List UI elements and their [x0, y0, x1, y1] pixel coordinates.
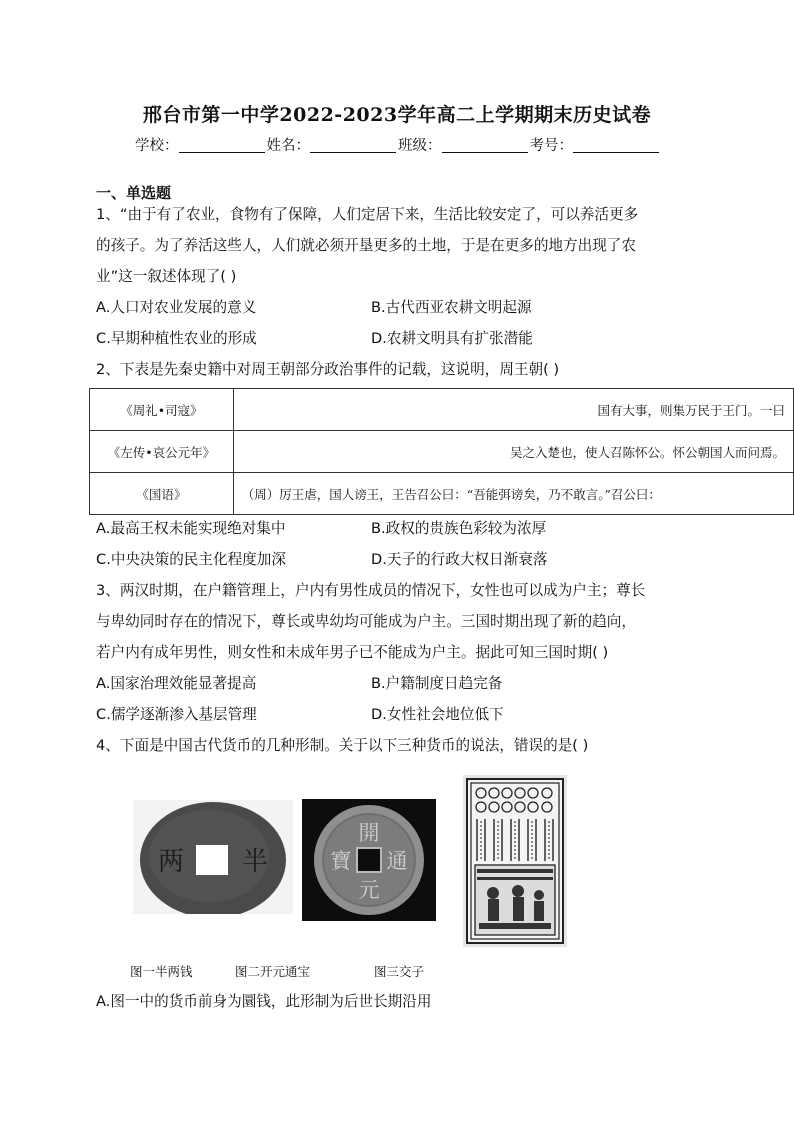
records-table [89, 388, 794, 515]
caption-banliang: 图一半两钱 [130, 964, 193, 979]
banliang-coin-image [133, 800, 293, 920]
option-d[interactable]: D.天子的行政大权日渐衰落 [371, 551, 548, 568]
exam-no-blank[interactable] [573, 138, 659, 153]
question-1-line: 的孩子。为了养活这些人，人们就必须开垦更多的土地，于是在更多的地方出现了农 [96, 237, 636, 254]
exam-no-label: 考号： [529, 138, 573, 154]
question-3-line: 若户内有成年男性，则女性和未成年男子已不能成为户主。据此可知三国时期( ) [96, 644, 609, 661]
coin-char: 寶 [330, 849, 352, 873]
option-a[interactable]: A.人口对农业发展的意义 [96, 299, 257, 316]
name-label: 姓名： [266, 138, 310, 154]
question-1-line: 业”这一叙述体现了( ) [96, 268, 237, 285]
question-1-stem [96, 199, 706, 292]
coin-char: 两 [157, 847, 185, 877]
question-3-line: 3、两汉时期，在户籍管理上，户内有男性成员的情况下，女性也可以成为户主；尊长 [96, 582, 646, 599]
option-c[interactable]: C.中央决策的民主化程度加深 [96, 551, 286, 568]
caption-kaiyuan: 图二开元通宝 [235, 964, 311, 979]
question-4-option-a[interactable]: A.图一中的货币前身为圜钱，此形制为后世长期沿用 [96, 993, 432, 1010]
page-title: 邢台市第一中学2022-2023学年高二上学期期末历史试卷 [142, 104, 652, 126]
section-title: 一、单选题 [96, 184, 172, 202]
caption-jiaozi: 图三交子 [374, 964, 425, 979]
question-3-line: 与卑幼同时存在的情况下，尊长或卑幼均可能成为户主。三国时期出现了新的趋向， [96, 613, 636, 630]
school-blank[interactable] [179, 138, 265, 153]
coin-char: 元 [358, 878, 380, 902]
option-c[interactable]: C.早期种植性农业的形成 [96, 330, 257, 347]
coin-char: 開 [358, 821, 380, 845]
option-b[interactable]: B.政权的贵族色彩较为浓厚 [371, 520, 547, 537]
jiaozi-banknote-image [463, 775, 567, 947]
table-cell-text: 国有大事，则集万民于王门。一曰 [233, 389, 793, 431]
student-info-line [0, 134, 794, 155]
table-row [90, 431, 794, 473]
option-a[interactable]: A.最高王权未能实现绝对集中 [96, 520, 286, 537]
kaiyuan-coin-image [302, 799, 436, 921]
question-3-stem [96, 575, 706, 668]
class-blank[interactable] [442, 138, 528, 153]
option-b[interactable]: B.古代西亚农耕文明起源 [371, 299, 532, 316]
class-label: 班级： [398, 138, 442, 154]
table-row [90, 473, 794, 515]
coin-char: 半 [241, 847, 269, 877]
table-cell-source: 《周礼•司寇》 [90, 389, 234, 431]
table-cell-text: 吴之入楚也，使人召陈怀公。怀公朝国人而问焉。 [233, 431, 793, 473]
name-blank[interactable] [310, 138, 396, 153]
option-d[interactable]: D.农耕文明具有扩张潜能 [371, 330, 533, 347]
option-a[interactable]: A.国家治理效能显著提高 [96, 675, 257, 692]
square-hole [196, 845, 228, 875]
question-1-line: 1、“由于有了农业，食物有了保障，人们定居下来，生活比较安定了，可以养活更多 [96, 206, 639, 223]
square-hole [357, 848, 381, 872]
option-d[interactable]: D.女性社会地位低下 [371, 706, 504, 723]
school-label: 学校： [135, 138, 179, 154]
option-c[interactable]: C.儒学逐渐渗入基层管理 [96, 706, 257, 723]
table-cell-source: 《左传•哀公元年》 [90, 431, 234, 473]
coin-char: 通 [386, 849, 408, 873]
table-cell-source: 《国语》 [90, 473, 234, 515]
table-row [90, 389, 794, 431]
question-2-stem: 2、下表是先秦史籍中对周王朝部分政治事件的记载，这说明，周王朝( ) [96, 361, 560, 378]
question-4-stem: 4、下面是中国古代货币的几种形制。关于以下三种货币的说法，错误的是( ) [96, 737, 589, 754]
table-cell-text: （周）厉王虐，国人谤王，王告召公曰：“吾能弭谤矣，乃不敢言。”召公曰： [233, 473, 793, 515]
option-b[interactable]: B.户籍制度日趋完备 [371, 675, 503, 692]
